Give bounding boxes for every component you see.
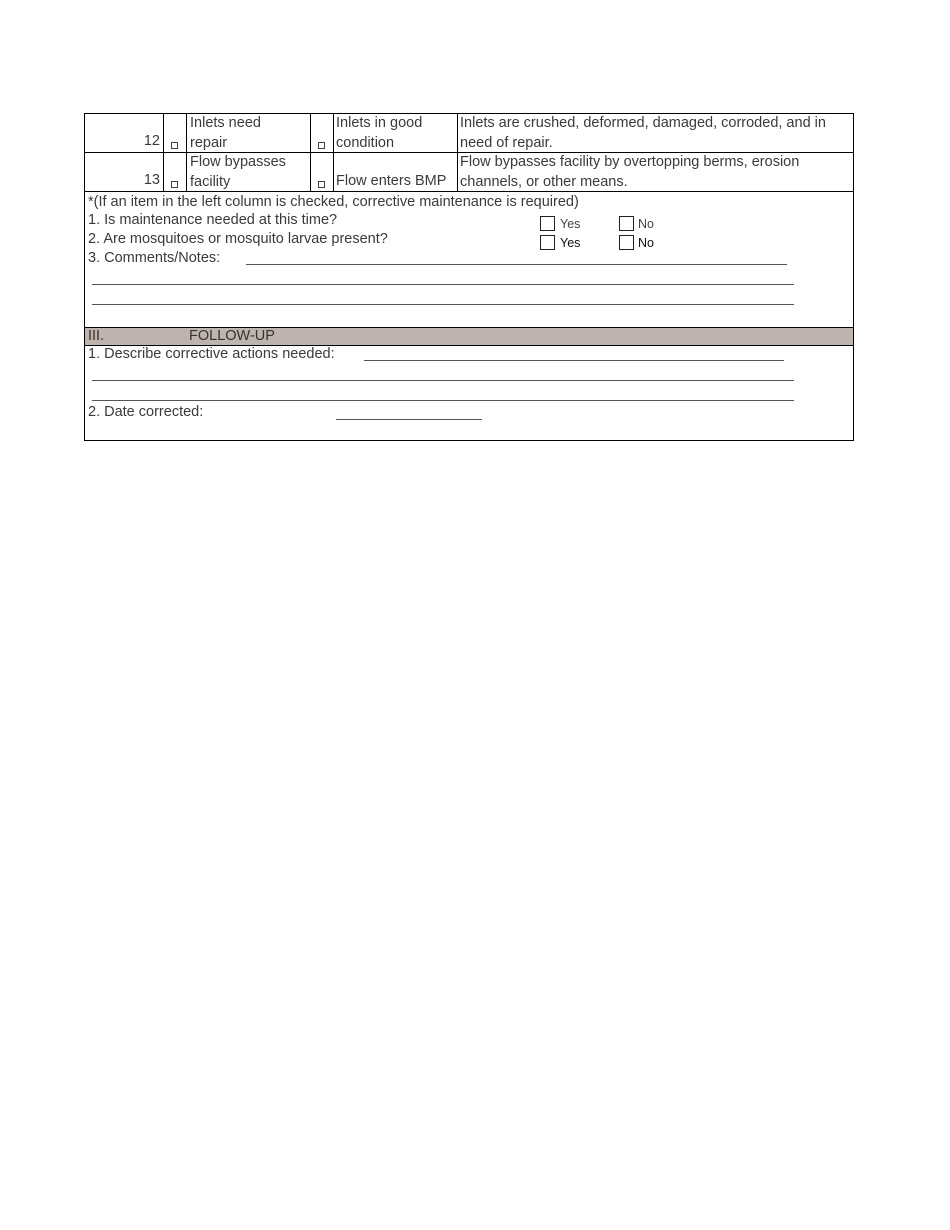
- table-row: [85, 153, 853, 192]
- description-text-line: Flow bypasses facility by overtopping berms, erosion: [460, 154, 800, 170]
- maintenance-question: 1. Is maintenance needed at this time?: [88, 212, 338, 228]
- corrective-actions-line[interactable]: [92, 380, 794, 381]
- comments-label: 3. Comments/Notes:: [88, 250, 221, 266]
- condition-cell: [187, 114, 311, 152]
- maintenance-yes-label: Yes: [560, 217, 581, 231]
- description-cell: [458, 114, 853, 152]
- condition-text-line: repair: [190, 134, 228, 151]
- condition-checkbox[interactable]: [171, 181, 178, 188]
- section-number: III.: [88, 328, 105, 344]
- mosquito-yes-label: Yes: [560, 236, 581, 250]
- followup-section-header: [85, 327, 853, 346]
- corrective-actions-line[interactable]: [92, 400, 794, 401]
- comments-line[interactable]: [92, 304, 794, 305]
- date-corrected-line[interactable]: [336, 419, 482, 420]
- condition-cell: [187, 153, 311, 191]
- condition-checkbox-cell[interactable]: [164, 153, 187, 191]
- item-number: 12: [143, 132, 160, 149]
- comments-line[interactable]: [92, 284, 794, 285]
- table-row: [85, 114, 853, 153]
- maintenance-no-checkbox[interactable]: [619, 216, 634, 231]
- mosquito-no-label: No: [638, 236, 654, 250]
- item-number-cell: [85, 114, 164, 152]
- corrective-actions-line[interactable]: [364, 360, 784, 361]
- good-text-line: Flow enters BMP: [336, 172, 447, 189]
- comments-line[interactable]: [246, 264, 787, 265]
- good-condition-cell: [334, 114, 458, 152]
- description-text-line: Inlets are crushed, deformed, damaged, corroded, and in: [460, 115, 826, 131]
- condition-checkbox[interactable]: [171, 142, 178, 149]
- item-number: 13: [143, 171, 160, 188]
- good-checkbox-cell[interactable]: [311, 153, 334, 191]
- mosquito-yes-checkbox[interactable]: [540, 235, 555, 250]
- maintenance-yes-checkbox[interactable]: [540, 216, 555, 231]
- condition-text-line: Flow bypasses: [190, 154, 286, 170]
- inspection-form: [84, 113, 854, 441]
- item-number-cell: [85, 153, 164, 191]
- date-corrected-label: 2. Date corrected:: [88, 404, 204, 420]
- good-checkbox-cell[interactable]: [311, 114, 334, 152]
- description-text-line: need of repair.: [460, 134, 553, 151]
- good-condition-cell: [334, 153, 458, 191]
- good-checkbox[interactable]: [318, 142, 325, 149]
- good-text-line: condition: [336, 134, 395, 151]
- corrective-footnote: *(If an item in the left column is checked, corrective maintenance is required): [88, 194, 579, 210]
- corrective-actions-label: 1. Describe corrective actions needed:: [88, 346, 335, 362]
- condition-text-line: Inlets need: [190, 115, 261, 131]
- good-text-line: Inlets in good: [336, 115, 423, 131]
- mosquito-question: 2. Are mosquitoes or mosquito larvae present?: [88, 231, 388, 247]
- section-title: FOLLOW-UP: [189, 328, 275, 344]
- good-checkbox[interactable]: [318, 181, 325, 188]
- mosquito-no-checkbox[interactable]: [619, 235, 634, 250]
- condition-checkbox-cell[interactable]: [164, 114, 187, 152]
- description-text-line: channels, or other means.: [460, 173, 628, 190]
- description-cell: [458, 153, 853, 191]
- maintenance-no-label: No: [638, 217, 654, 231]
- condition-text-line: facility: [190, 173, 231, 190]
